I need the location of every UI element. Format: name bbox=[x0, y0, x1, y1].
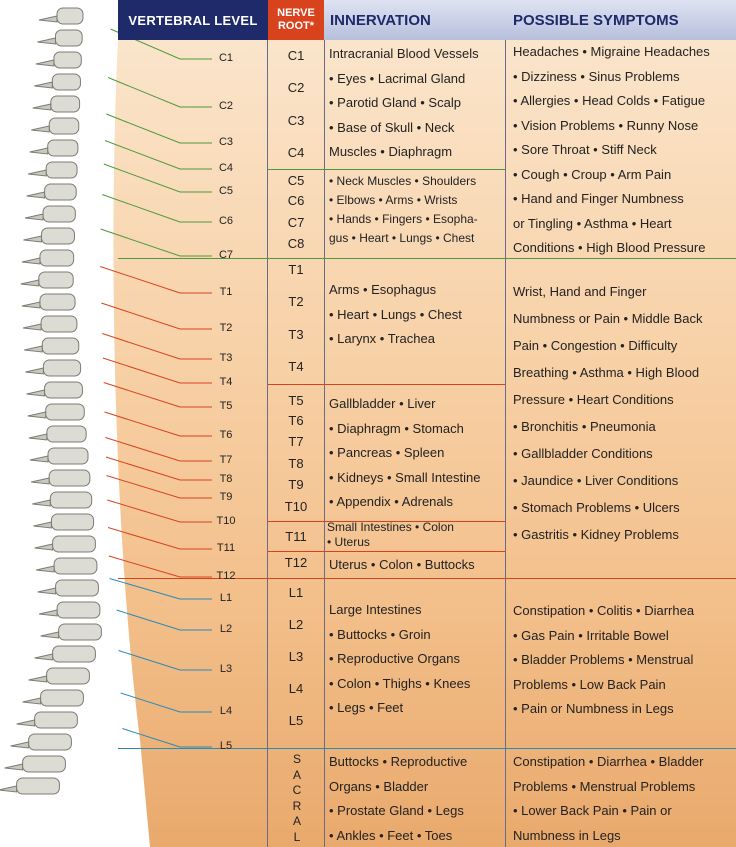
symptom-line: • Jaundice • Liver Conditions bbox=[513, 473, 679, 488]
vertebra bbox=[56, 580, 99, 596]
vertebra bbox=[57, 602, 100, 618]
spinal-nerve-line bbox=[119, 651, 212, 671]
nerve-root-label: T9 bbox=[288, 477, 304, 492]
symptom-line: • Lower Back Pain • Pain or bbox=[513, 803, 672, 818]
spinal-nerve-line bbox=[105, 438, 212, 462]
vertebra bbox=[17, 778, 60, 794]
symptom-line: • Dizziness • Sinus Problems bbox=[513, 68, 680, 84]
innervation-line: • Reproductive Organs bbox=[329, 651, 461, 666]
vertebral-level-label: T2 bbox=[219, 322, 233, 334]
vertebral-level-label: T11 bbox=[216, 542, 236, 554]
nerve-root-label: C4 bbox=[287, 145, 305, 160]
sacral-letter: L bbox=[293, 829, 301, 844]
column-divider bbox=[505, 40, 506, 847]
spinal-nerve-line bbox=[108, 78, 212, 108]
nerve-root-label: C7 bbox=[287, 215, 305, 230]
symptom-line: Constipation • Colitis • Diarrhea bbox=[513, 603, 695, 618]
nerve-root-label: L2 bbox=[288, 617, 304, 632]
vertebra bbox=[23, 756, 66, 772]
innervation-line: • Buttocks • Groin bbox=[329, 626, 431, 642]
vertebra bbox=[53, 536, 96, 552]
innervation-line: Arms • Esophagus bbox=[329, 282, 437, 297]
innervation-t1-t4 bbox=[329, 278, 462, 352]
vertebra bbox=[46, 162, 77, 178]
innervation-c5-c8 bbox=[329, 172, 478, 248]
symptom-line: Problems • Menstrual Problems bbox=[513, 778, 696, 794]
spinal-nerve-line bbox=[117, 610, 213, 630]
symptom-line: Numbness in Legs bbox=[513, 827, 621, 843]
nerve-root-label: T6 bbox=[288, 413, 304, 428]
vertebra bbox=[35, 712, 78, 728]
vertebra bbox=[51, 96, 80, 112]
symptom-line: • Gallbladder Conditions bbox=[513, 446, 653, 461]
symptom-line: • Bronchitis • Pneumonia bbox=[513, 419, 656, 434]
innervation-t12 bbox=[329, 553, 475, 578]
symptom-line: • Cough • Croup • Arm Pain bbox=[513, 166, 672, 182]
symptoms-cervical bbox=[513, 40, 710, 261]
spinal-nerve-line bbox=[102, 334, 212, 360]
vertebral-level-label: T6 bbox=[219, 429, 233, 441]
vertebra bbox=[46, 404, 85, 420]
spinal-nerve-line bbox=[104, 383, 212, 408]
innervation-line: • Prostate Gland • Legs bbox=[329, 803, 464, 818]
vertebra bbox=[52, 74, 80, 90]
vertebra bbox=[43, 206, 75, 222]
innervation-line: Organs • Bladder bbox=[329, 778, 429, 794]
sacral-letter: A bbox=[292, 767, 301, 782]
spinal-nerve-line bbox=[102, 195, 212, 223]
innervation-line: • Appendix • Adrenals bbox=[329, 494, 454, 509]
innervation-line: Gallbladder • Liver bbox=[329, 396, 436, 411]
vertebral-level-label: T9 bbox=[219, 491, 233, 503]
nerve-root-label: C1 bbox=[287, 48, 305, 63]
spinal-nerve-line bbox=[105, 412, 212, 436]
spinal-nerve-line bbox=[101, 229, 212, 256]
innervation-line: Small Intestines • Colon bbox=[327, 520, 454, 534]
vertebral-level-label: T8 bbox=[219, 473, 233, 485]
innervation-line: gus • Heart • Lungs • Chest bbox=[329, 231, 475, 245]
spinal-nerve-line bbox=[106, 114, 212, 143]
nerve-root-label: L1 bbox=[288, 585, 304, 600]
spinal-nerve-line bbox=[103, 358, 212, 383]
nerve-root-label: C6 bbox=[287, 193, 305, 208]
vertebral-level-label: T5 bbox=[219, 400, 233, 412]
innervation-line: • Kidneys • Small Intestine bbox=[329, 469, 481, 485]
sacral-letter: S bbox=[292, 752, 301, 766]
spinal-nerve-line bbox=[106, 476, 212, 499]
nerve-root-label: T8 bbox=[288, 456, 304, 471]
row-divider bbox=[268, 551, 505, 552]
vertebra bbox=[47, 668, 90, 684]
nerve-root-label: T10 bbox=[284, 499, 308, 514]
nerve-root-label: T7 bbox=[288, 434, 304, 449]
symptoms-lumbar bbox=[513, 599, 694, 722]
spinal-nerve-line bbox=[104, 164, 212, 192]
innervation-line: • Base of Skull • Neck bbox=[329, 119, 455, 135]
vertebra bbox=[55, 30, 82, 46]
innervation-line: • Neck Muscles • Shoulders bbox=[329, 174, 477, 188]
innervation-line: Intracranial Blood Vessels bbox=[329, 46, 479, 61]
symptom-line: Pain • Congestion • Difficulty bbox=[513, 338, 678, 353]
innervation-line: • Larynx • Trachea bbox=[329, 331, 435, 346]
spinal-nerve-line bbox=[106, 457, 212, 480]
innervation-line: • Uterus bbox=[327, 535, 370, 549]
vertebra bbox=[40, 294, 75, 310]
vertebral-level-label: C4 bbox=[218, 162, 234, 174]
innervation-t11 bbox=[327, 520, 454, 550]
vertebra bbox=[57, 8, 83, 24]
symptom-line: • Sore Throat • Stiff Neck bbox=[513, 142, 657, 157]
symptom-line: • Bladder Problems • Menstrual bbox=[513, 652, 694, 667]
nerve-root-label: C5 bbox=[287, 173, 305, 188]
vertebra bbox=[53, 646, 96, 662]
vertebral-level-label: T3 bbox=[219, 352, 233, 364]
symptom-line: Problems • Low Back Pain bbox=[513, 676, 666, 692]
vertebra bbox=[43, 360, 80, 376]
header-innervation: INNERVATION bbox=[324, 0, 505, 40]
column-divider bbox=[324, 40, 325, 847]
vertebra bbox=[54, 558, 97, 574]
vertebral-level-label: C2 bbox=[218, 100, 234, 112]
spinal-nerve-line bbox=[109, 556, 212, 577]
nerve-root-label: T2 bbox=[288, 294, 304, 309]
vertebra bbox=[45, 184, 77, 200]
header-vertebral-level: VERTEBRAL LEVEL bbox=[118, 0, 268, 40]
innervation-line: • Hands • Fingers • Esopha- bbox=[329, 212, 478, 226]
vertebra bbox=[39, 272, 73, 288]
nerve-root-label: T1 bbox=[288, 262, 304, 277]
row-divider bbox=[268, 169, 505, 170]
vertebra bbox=[41, 690, 84, 706]
vertebral-level-label: C6 bbox=[218, 215, 234, 227]
symptom-line: • Stomach Problems • Ulcers bbox=[513, 500, 680, 515]
nerve-root-label: T3 bbox=[288, 327, 304, 342]
vertebral-level-label: L2 bbox=[219, 623, 233, 635]
nerve-root-label: C2 bbox=[287, 80, 305, 95]
innervation-line: • Diaphragm • Stomach bbox=[329, 420, 464, 436]
innervation-line: • Heart • Lungs • Chest bbox=[329, 306, 462, 322]
vertebra bbox=[48, 448, 88, 464]
symptom-line: • Hand and Finger Numbness bbox=[513, 191, 684, 206]
vertebra bbox=[49, 470, 90, 486]
vertebra bbox=[40, 250, 74, 266]
symptom-line: Pressure • Heart Conditions bbox=[513, 392, 674, 407]
vertebral-level-label: C7 bbox=[218, 249, 234, 261]
innervation-line: • Elbows • Arms • Wrists bbox=[329, 193, 458, 207]
vertebra bbox=[59, 624, 102, 640]
nerve-root-label: L3 bbox=[288, 649, 304, 664]
row-divider bbox=[268, 384, 505, 385]
vertebra bbox=[51, 514, 93, 530]
vertebra bbox=[48, 140, 78, 156]
spinal-nerve-line bbox=[108, 528, 212, 550]
nerve-root-label: T4 bbox=[288, 359, 304, 374]
sacral-letter: R bbox=[292, 798, 302, 813]
header-nerve-root: NERVE ROOT* bbox=[268, 0, 324, 40]
vertebra bbox=[54, 52, 81, 68]
vertebral-level-label: T7 bbox=[219, 454, 233, 466]
symptom-line: Breathing • Asthma • High Blood bbox=[513, 365, 700, 380]
vertebral-level-label: T4 bbox=[219, 376, 233, 388]
symptom-line: Numbness or Pain • Middle Back bbox=[513, 311, 703, 326]
header-possible-symptoms: POSSIBLE SYMPTOMS bbox=[505, 0, 736, 40]
innervation-line: • Parotid Gland • Scalp bbox=[329, 95, 461, 110]
vertebra bbox=[42, 228, 75, 244]
innervation-c1-c4 bbox=[329, 42, 479, 165]
spinal-nerve-line bbox=[105, 141, 212, 170]
symptom-line: Constipation • Diarrhea • Bladder bbox=[513, 754, 704, 769]
innervation-line: Muscles • Diaphragm bbox=[329, 144, 453, 159]
innervation-line: • Legs • Feet bbox=[329, 700, 404, 715]
vertebra bbox=[29, 734, 72, 750]
nerve-root-label: T5 bbox=[288, 393, 304, 408]
innervation-line: Large Intestines bbox=[329, 602, 422, 617]
vertebral-level-label: L5 bbox=[219, 740, 233, 752]
vertebral-level-label: C3 bbox=[218, 136, 234, 148]
vertebral-level-label: L1 bbox=[219, 592, 233, 604]
vertebral-level-label: L4 bbox=[219, 705, 233, 717]
vertebra bbox=[49, 118, 79, 134]
innervation-sacral bbox=[329, 750, 467, 847]
innervation-line: • Colon • Thighs • Knees bbox=[329, 675, 471, 691]
symptom-line: • Gastritis • Kidney Problems bbox=[513, 527, 679, 542]
vertebral-level-label: C5 bbox=[218, 185, 234, 197]
nerve-root-label: C3 bbox=[287, 113, 305, 128]
symptom-line: • Allergies • Head Colds • Fatigue bbox=[513, 93, 706, 108]
symptom-line: Headaches • Migraine Headaches bbox=[513, 44, 710, 59]
nerve-root-label: C8 bbox=[287, 236, 305, 251]
symptom-line: or Tingling • Asthma • Heart bbox=[513, 215, 672, 231]
vertebral-level-label: T12 bbox=[216, 570, 236, 582]
innervation-line: Uterus • Colon • Buttocks bbox=[329, 557, 475, 572]
symptom-line: • Gas Pain • Irritable Bowel bbox=[513, 627, 669, 643]
nerve-root-label: T11 bbox=[285, 529, 307, 544]
vertebral-level-label: L3 bbox=[219, 663, 233, 675]
innervation-line: Buttocks • Reproductive bbox=[329, 754, 468, 769]
symptom-line: • Pain or Numbness in Legs bbox=[513, 701, 674, 716]
vertebral-level-label: C1 bbox=[218, 52, 234, 64]
spinal-nerve-line bbox=[107, 500, 212, 522]
spinal-nerve-line bbox=[101, 303, 212, 329]
sacral-letter: C bbox=[292, 783, 302, 797]
vertebra bbox=[42, 338, 79, 354]
nerve-root-label: T12 bbox=[284, 555, 308, 570]
vertebral-level-label: T10 bbox=[216, 515, 236, 527]
nerve-root-label: L4 bbox=[288, 681, 304, 696]
sacral-label bbox=[290, 752, 304, 845]
nerve-root-label: L5 bbox=[288, 713, 304, 728]
sacral-letter: A bbox=[292, 814, 301, 828]
vertebra bbox=[50, 492, 91, 508]
vertebra bbox=[45, 382, 83, 398]
vertebra bbox=[41, 316, 77, 332]
innervation-line: • Eyes • Lacrimal Gland bbox=[329, 70, 466, 86]
symptoms-thoracic bbox=[513, 278, 703, 548]
symptom-line: Conditions • High Blood Pressure bbox=[513, 240, 706, 255]
innervation-line: • Pancreas • Spleen bbox=[329, 445, 445, 460]
symptom-line: • Vision Problems • Runny Nose bbox=[513, 117, 699, 133]
innervation-lumbar bbox=[329, 598, 470, 721]
spinal-nerve-line bbox=[100, 267, 212, 294]
symptoms-sacral bbox=[513, 750, 703, 847]
innervation-t5-t10 bbox=[329, 392, 480, 515]
vertebra bbox=[47, 426, 86, 442]
innervation-line: • Ankles • Feet • Toes bbox=[329, 827, 453, 843]
vertebral-level-label: T1 bbox=[219, 286, 233, 298]
symptom-line: Wrist, Hand and Finger bbox=[513, 284, 647, 299]
